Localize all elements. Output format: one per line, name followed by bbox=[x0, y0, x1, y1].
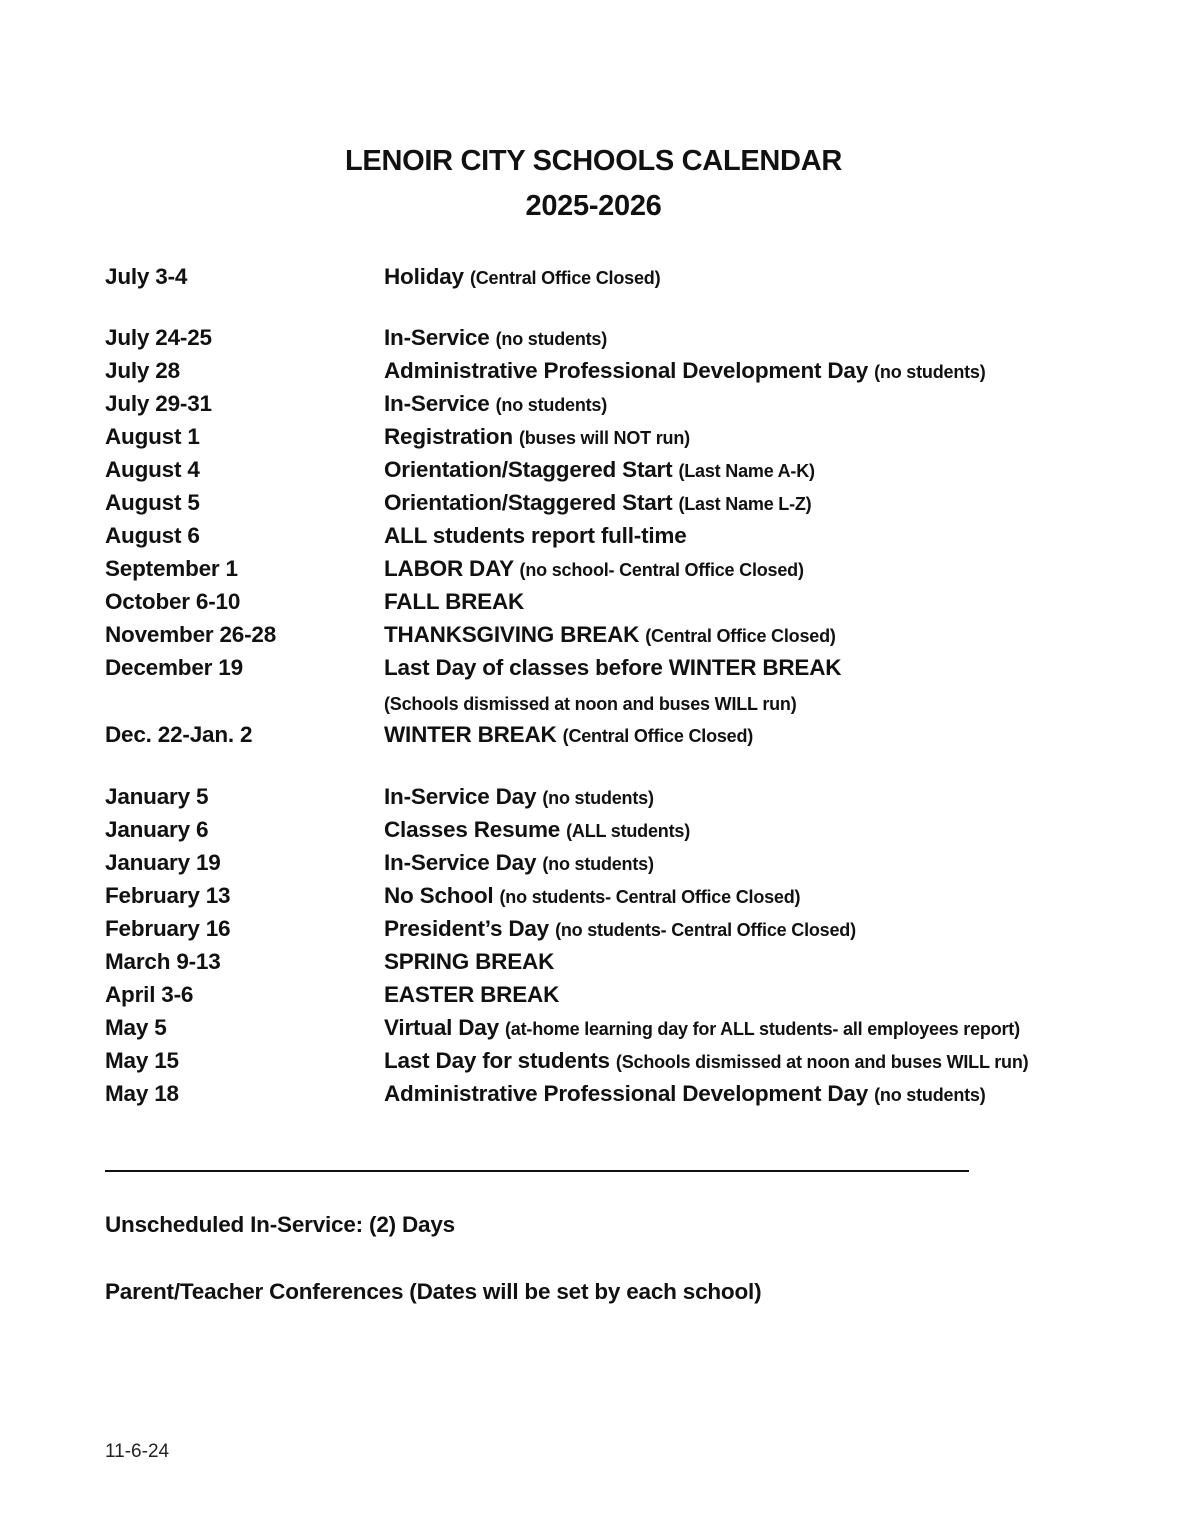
entry-date: January 5 bbox=[105, 784, 209, 809]
entry-date: April 3-6 bbox=[105, 982, 194, 1007]
entry-note: (no students) bbox=[542, 854, 654, 874]
entry-date: January 6 bbox=[105, 817, 209, 842]
entry-event bbox=[384, 488, 811, 519]
entry-date: August 6 bbox=[105, 523, 200, 548]
entry-event bbox=[384, 422, 690, 453]
entry-event bbox=[384, 653, 841, 684]
entry-event-title: Virtual Day bbox=[384, 1015, 499, 1040]
entry-note: (no students) bbox=[495, 395, 608, 415]
entry-event bbox=[384, 881, 800, 912]
school-year: 2025-2026 bbox=[525, 190, 662, 222]
entry-note: (Schools dismissed at noon and buses WILL run) bbox=[384, 694, 797, 714]
entry-event bbox=[384, 980, 559, 1011]
entry-event-title: THANKSGIVING BREAK bbox=[384, 622, 640, 647]
entry-date: May 15 bbox=[105, 1048, 179, 1073]
entry-note: (Central Office Closed) bbox=[645, 626, 836, 646]
entry-date: January 19 bbox=[105, 850, 221, 875]
entry-date: Dec. 22-Jan. 2 bbox=[105, 722, 253, 747]
entry-event-title: In-Service bbox=[384, 391, 490, 416]
entry-event-title: President’s Day bbox=[384, 916, 549, 941]
entry-note: (Schools dismissed at noon and buses WILL run) bbox=[615, 1052, 1029, 1072]
entry-event-title: Classes Resume bbox=[384, 817, 561, 842]
entry-date: May 18 bbox=[105, 1081, 179, 1106]
entry-event bbox=[384, 848, 654, 879]
entry-event bbox=[384, 1046, 1028, 1077]
entry-date: August 1 bbox=[105, 424, 200, 449]
entry-event-title: Administrative Professional Development Day bbox=[384, 358, 869, 383]
entry-event bbox=[384, 389, 607, 420]
entry-event-title: Last Day for students bbox=[384, 1048, 610, 1073]
entry-event-title: WINTER BREAK bbox=[384, 722, 557, 747]
entry-event-title: Holiday bbox=[384, 264, 464, 289]
entry-note: (no students) bbox=[542, 788, 654, 808]
entry-event-title: EASTER BREAK bbox=[384, 982, 560, 1007]
entry-event-title: In-Service Day bbox=[384, 850, 537, 875]
entry-note: (no students- Central Office Closed) bbox=[499, 887, 801, 907]
entry-date: December 19 bbox=[105, 655, 243, 680]
entry-event-title: No School bbox=[384, 883, 494, 908]
entry-note: (at-home learning day for ALL students- all employees report) bbox=[505, 1019, 1020, 1039]
entry-event bbox=[384, 262, 660, 293]
entry-date: September 1 bbox=[105, 556, 238, 581]
entry-note: (no students) bbox=[495, 329, 608, 349]
entry-date: July 28 bbox=[105, 358, 180, 383]
entry-event-title: LABOR DAY bbox=[384, 556, 514, 581]
entry-date: July 24-25 bbox=[105, 325, 212, 350]
entry-date: February 16 bbox=[105, 916, 231, 941]
entry-date: July 3-4 bbox=[105, 264, 188, 289]
entry-event bbox=[384, 688, 797, 719]
entry-event-title: In-Service bbox=[384, 325, 490, 350]
entry-event-title: Administrative Professional Development Day bbox=[384, 1081, 869, 1106]
document-title: LENOIR CITY SCHOOLS CALENDAR bbox=[345, 145, 842, 177]
entry-event bbox=[384, 1079, 986, 1110]
entry-event bbox=[384, 782, 654, 813]
unscheduled-inservice-note: Unscheduled In-Service: (2) Days bbox=[105, 1212, 455, 1237]
entry-note: (Last Name A-K) bbox=[678, 461, 815, 481]
entry-event bbox=[384, 720, 753, 751]
entry-note: (no students- Central Office Closed) bbox=[555, 920, 856, 940]
entry-note: (Central Office Closed) bbox=[469, 268, 661, 288]
entry-event bbox=[384, 620, 836, 651]
entry-event bbox=[384, 323, 607, 354]
entry-note: (no school- Central Office Closed) bbox=[519, 560, 804, 580]
entry-event bbox=[384, 914, 856, 945]
entry-date: August 5 bbox=[105, 490, 200, 515]
entry-date: August 4 bbox=[105, 457, 200, 482]
entry-date: May 5 bbox=[105, 1015, 167, 1040]
entry-event bbox=[384, 455, 815, 486]
entry-event bbox=[384, 1013, 1020, 1044]
entry-event-title: FALL BREAK bbox=[384, 589, 525, 614]
entry-note: (no students) bbox=[874, 362, 986, 382]
entry-event-title: SPRING BREAK bbox=[384, 949, 555, 974]
entry-event bbox=[384, 947, 554, 978]
entry-event-title: Orientation/Staggered Start bbox=[384, 490, 673, 515]
entry-event-title: Registration bbox=[384, 424, 513, 449]
entry-event-title: Last Day of classes before WINTER BREAK bbox=[384, 655, 842, 680]
entry-note: (ALL students) bbox=[566, 821, 690, 841]
entry-note: (Central Office Closed) bbox=[562, 726, 754, 746]
entry-event bbox=[384, 554, 804, 585]
entry-date: March 9-13 bbox=[105, 949, 221, 974]
entry-note: (buses will NOT run) bbox=[518, 428, 690, 448]
entry-date: November 26-28 bbox=[105, 622, 277, 647]
entry-event-title: ALL students report full-time bbox=[384, 523, 687, 548]
entry-event bbox=[384, 587, 524, 618]
entry-date: February 13 bbox=[105, 883, 231, 908]
entry-event-title: Orientation/Staggered Start bbox=[384, 457, 673, 482]
revision-date: 11-6-24 bbox=[105, 1441, 170, 1462]
entry-note: (Last Name L-Z) bbox=[678, 494, 812, 514]
entry-date: October 6-10 bbox=[105, 589, 241, 614]
entry-date: July 29-31 bbox=[105, 391, 212, 416]
entry-event bbox=[384, 815, 690, 846]
parent-teacher-conferences-note: Parent/Teacher Conferences (Dates will be set by each school) bbox=[105, 1279, 762, 1304]
entry-event bbox=[384, 521, 687, 552]
divider-line bbox=[105, 1170, 969, 1172]
entry-event-title: In-Service Day bbox=[384, 784, 537, 809]
entry-note: (no students) bbox=[874, 1085, 986, 1105]
entry-event bbox=[384, 356, 986, 387]
